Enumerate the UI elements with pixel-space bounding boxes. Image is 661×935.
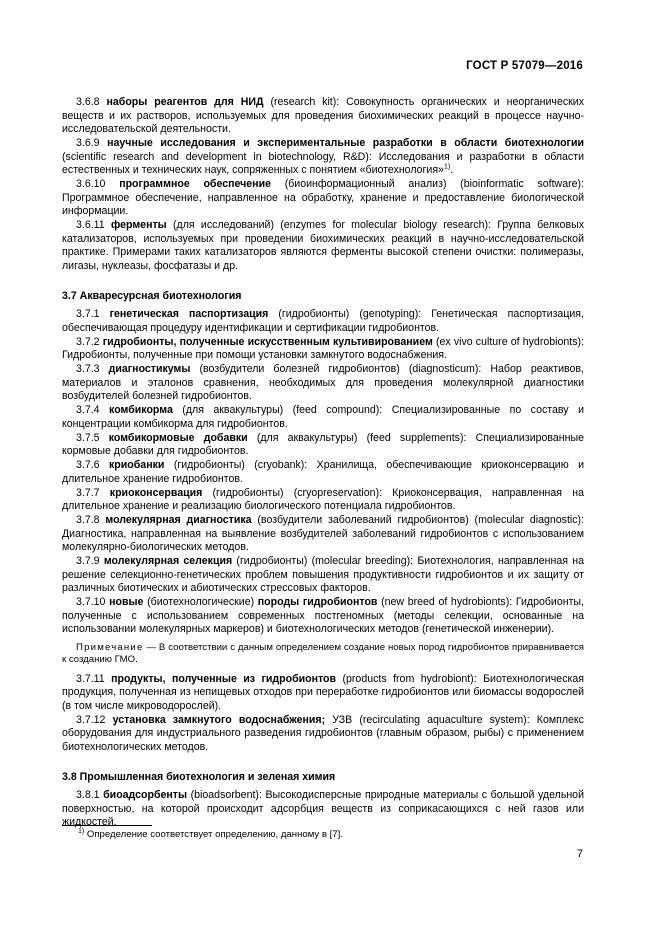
term-number: 3.7.1 xyxy=(76,308,100,320)
term-number: 3.7.3 xyxy=(76,363,100,375)
term-entry xyxy=(62,673,584,714)
term-definition: УЗВ (recirculating aquaculture system): Комплекс оборудования для индустриального разведения гидробионтов (главным образом, рыбы) с применением биотехнологических методов. xyxy=(62,713,584,753)
term-name: новые xyxy=(109,596,144,608)
term-number: 3.7.5 xyxy=(76,431,100,444)
term-number: 3.7.9 xyxy=(76,555,100,567)
term-entry xyxy=(62,336,584,363)
term-name: криобанки xyxy=(109,459,165,471)
term-name: молекулярная селекция xyxy=(103,555,233,567)
term-name: молекулярная диагностика xyxy=(105,514,252,526)
page-number: 7 xyxy=(576,848,583,860)
term-name: криоконсервация xyxy=(109,486,203,499)
footnote-ref: 1) xyxy=(443,163,451,171)
term-name: ферменты xyxy=(110,219,167,231)
term-entry xyxy=(62,363,584,404)
section-heading: 3.8 Промышленная биотехнология и зеленая химия xyxy=(62,770,336,783)
term-entry xyxy=(62,432,584,459)
footnote-text: Определение соответствует определению, данному в [7]. xyxy=(84,829,343,840)
term-name: установка замкнутого водоснабжения; xyxy=(112,713,326,726)
footnote-separator xyxy=(62,825,152,826)
term-entry xyxy=(62,514,584,555)
term-name: гидробионты, полученные искусственным культивированием xyxy=(102,335,433,348)
term-definition: (ex vivo culture of hydrobionts): Гидробионты, полученные при помощи установки замкнутого водоснабжения. xyxy=(62,335,584,361)
term-number: 3.6.10 xyxy=(76,178,106,190)
term-entry xyxy=(62,308,584,335)
term-number: 3.7.8 xyxy=(76,514,100,526)
term-number: 3.7.2 xyxy=(76,335,100,348)
term-definition: (гидробионты) (cryopreservation): Криоконсервация, направленная на длительное хранение и реализацию биологического потенциала гидробионтов. xyxy=(62,486,584,512)
term-number: 3.8.1 xyxy=(76,789,100,801)
term-entry xyxy=(62,137,584,178)
term-definition: (для аквакультуры) (feed compound): Специализированные по составу и концентрации комбикорма для гидробионтов. xyxy=(62,404,584,430)
term-definition: (bioadsorbent): Высокодисперсные природные материалы с большой удельной поверхностью, на которой происходит адсорбция веществ из соприкасающихся с ней газов или жидкостей. xyxy=(62,789,584,828)
term-number: 3.6.11 xyxy=(76,219,105,231)
term-number: 3.6.8 xyxy=(76,96,100,108)
term-entry xyxy=(62,596,584,637)
term-definition: (scientific research and development in biotechnology, R&D): Исследования и разработки в области естественных и технических наук, сопряженных с понятием «биотехнология» xyxy=(62,150,584,176)
term-definition: (research kit): Совокупность органических и неорганических веществ и их растворов, используемых для проведения биохимических реакций в процессе научно-исследовательской деятельности. xyxy=(62,96,584,135)
term-end: . xyxy=(450,164,454,176)
term-number: 3.7.10 xyxy=(76,596,106,608)
term-entry xyxy=(62,487,584,514)
term-entry xyxy=(62,459,584,486)
term-entry xyxy=(62,789,584,830)
term-name: наборы реагентов для НИД xyxy=(106,96,264,108)
term-name: генетическая паспортизация xyxy=(109,308,269,320)
term-definition: (products from hydrobiont): Биотехнологическая продукция, полученная из непищевых отходов при переработке гидробионтов или биомассы водорослей (в том числе микроводорослей). xyxy=(62,672,584,712)
term-definition: (биоинформационный анализ) (bioinformatic software): Программное обеспечение, направленное на обработку, хранение и предоставление биологической информации. xyxy=(62,178,584,217)
note xyxy=(62,642,584,667)
term-definition: (гидробионты) (molecular breeding): Биотехнология, направленная на решение селекционно-генетических проблем повышения продуктивности гидробионтов и их защиту от различных биотических и абиотических стрессовых факторов. xyxy=(62,555,585,594)
term-definition: (new breed of hydrobionts): Гидробионты, полученные с использованием современных постгеномных (методы селекции, основанные на использовании молекулярных маркеров) и биотехнологических методов (генетической инженерии). xyxy=(62,596,584,635)
document-body xyxy=(62,96,584,830)
term-entry xyxy=(62,219,584,273)
term-name: продукты, полученные из гидробионтов xyxy=(111,672,337,685)
note-label: Примечание xyxy=(76,641,144,653)
term-name: комбикормовые добавки xyxy=(108,431,248,444)
term-definition: (гидробионты) (genotyping): Генетическая паспортизация, обеспечивающая процедуру идентификации и сертификации гидробионтов. xyxy=(62,308,584,334)
term-definition: (возбудители болезней гидробионтов) (diagnosticum): Набор реактивов, материалов и эталонов сравнения, необходимых для проведения молекулярной диагностики возбудителей болезней гидробионтов. xyxy=(62,363,584,402)
term-number: 3.7.11 xyxy=(76,672,105,685)
term-definition: (возбудители заболеваний гидробионтов) (molecular diagnostic): Диагностика, направленная на выявление возбудителей заболеваний гидробионтов с использованием молекулярно-биологических методов. xyxy=(62,514,585,553)
term-number: 3.7.6 xyxy=(76,459,100,471)
term-definition: (гидробионты) (cryobank): Хранилища, обеспечивающие криоконсервацию и длительное хранение гидробионтов. xyxy=(62,459,584,485)
term-definition: (для аквакультуры) (feed supplements): Специализированные кормовые добавки для гидробионтов. xyxy=(62,431,585,457)
term-entry xyxy=(62,404,584,431)
term-entry xyxy=(62,714,584,755)
term-entry xyxy=(62,96,584,137)
note-text: — В соответствии с данным определением создание новых пород гидробионтов приравнивается к созданию ГМО. xyxy=(62,641,584,665)
term-number: 3.6.9 xyxy=(76,137,100,149)
term-name: породы гидробионтов xyxy=(257,596,378,608)
term-entry xyxy=(62,555,584,596)
term-number: 3.7.4 xyxy=(76,404,100,416)
term-definition: (для исследований) (enzymes for molecular biology research): Группа белковых катализаторов, используемых при проведении биохимических реакций в научно-исследовательской практике. Примерами таких катализаторов являются ферменты высокой степени очистки: полимеразы, лигазы, нуклеазы, фосфатазы и др. xyxy=(62,219,584,272)
term-name: диагностикумы xyxy=(108,363,191,375)
standard-number: ГОСТ Р 57079—2016 xyxy=(466,60,583,72)
section-heading: 3.7 Акваресурсная биотехнология xyxy=(62,289,242,302)
term-name: научные исследования и экспериментальные разработки в области биотехнологии xyxy=(107,137,584,149)
term-name: комбикорма xyxy=(109,404,173,416)
term-qualifier: (биотехнологические) xyxy=(143,596,258,608)
term-number: 3.7.12 xyxy=(76,713,106,726)
term-entry xyxy=(62,178,584,219)
term-name: программное обеспечение xyxy=(119,178,271,190)
footnote-mark: 1) xyxy=(78,827,85,835)
term-number: 3.7.7 xyxy=(76,486,100,499)
footnote xyxy=(78,829,343,840)
term-name: биоадсорбенты xyxy=(103,789,188,801)
